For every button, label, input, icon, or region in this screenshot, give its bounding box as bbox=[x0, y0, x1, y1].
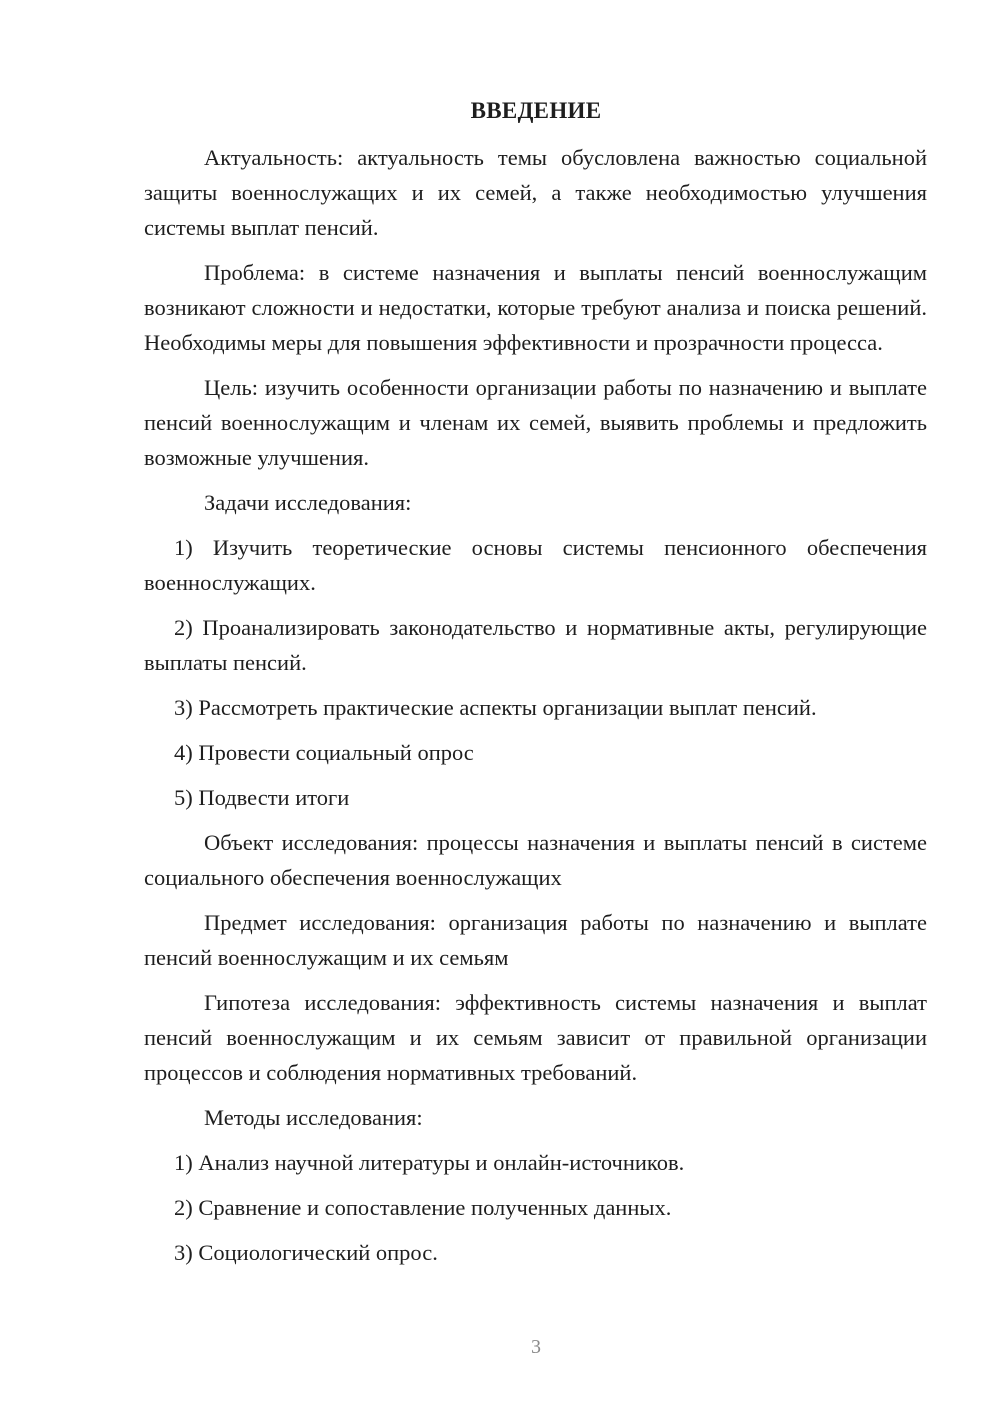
page-number: 3 bbox=[531, 1336, 541, 1358]
hypothesis-paragraph: Гипотеза исследования: эффективность системы назначения и выплат пенсий военнослужащим и их семьям зависит от правильной организации процессов и соблюдения нормативных требований. bbox=[144, 990, 927, 1085]
task-item: 4) Провести социальный опрос bbox=[174, 740, 474, 765]
task-item: 1) Изучить теоретические основы системы пенсионного обеспечения военнослужащих. bbox=[144, 535, 927, 595]
object-paragraph: Объект исследования: процессы назначения и выплаты пенсий в системе социального обеспечения военнослужащих bbox=[144, 830, 927, 890]
page-title: ВВЕДЕНИЕ bbox=[470, 98, 602, 123]
problem-paragraph: Проблема: в системе назначения и выплаты пенсий военнослужащим возникают сложности и недостатки, которые требуют анализа и поиска решений. Необходимы меры для повышения эффективности и прозрачности процесса. bbox=[144, 260, 927, 355]
document-body bbox=[144, 140, 927, 1280]
tasks-heading: Задачи исследования: bbox=[204, 490, 412, 515]
relevance-paragraph: Актуальность: актуальность темы обусловлена важностью социальной защиты военнослужащих и их семей, а также необходимостью улучшения системы выплат пенсий. bbox=[144, 145, 927, 240]
method-item: 1) Анализ научной литературы и онлайн-источников. bbox=[174, 1150, 685, 1175]
task-item: 5) Подвести итоги bbox=[174, 785, 350, 810]
task-item: 3) Рассмотреть практические аспекты организации выплат пенсий. bbox=[174, 695, 817, 720]
goal-paragraph: Цель: изучить особенности организации работы по назначению и выплате пенсий военнослужащим и членам их семей, выявить проблемы и предложить возможные улучшения. bbox=[144, 375, 927, 470]
tasks-list bbox=[144, 530, 927, 815]
task-item: 2) Проанализировать законодательство и нормативные акты, регулирующие выплаты пенсий. bbox=[144, 615, 927, 675]
method-item: 2) Сравнение и сопоставление полученных данных. bbox=[174, 1195, 672, 1220]
methods-list bbox=[144, 1145, 927, 1270]
subject-paragraph: Предмет исследования: организация работы по назначению и выплате пенсий военнослужащим и их семьям bbox=[144, 910, 927, 970]
method-item: 3) Социологический опрос. bbox=[174, 1240, 438, 1265]
methods-heading: Методы исследования: bbox=[204, 1105, 423, 1130]
